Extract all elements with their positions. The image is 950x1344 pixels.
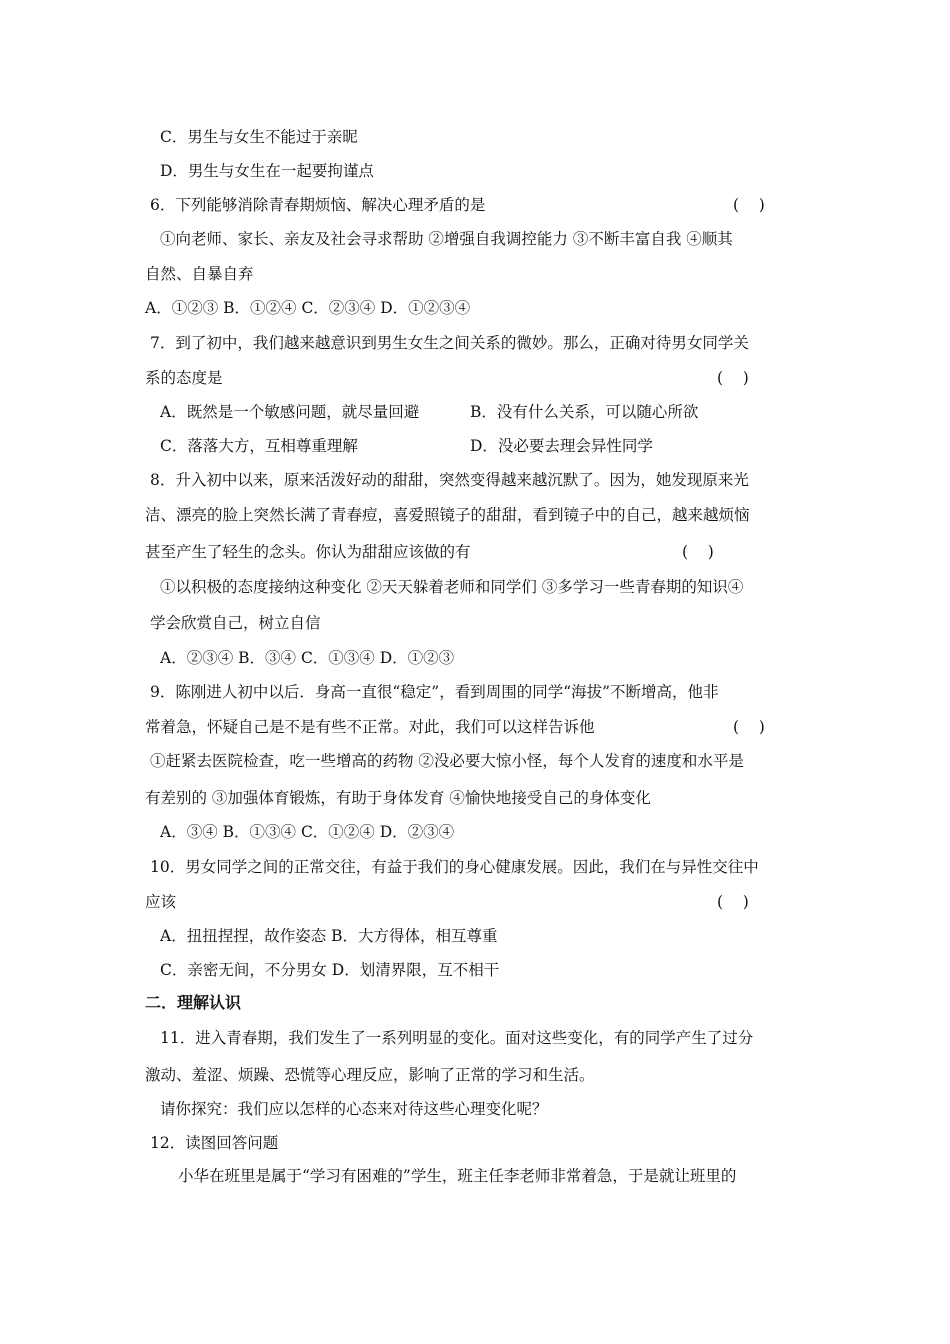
question-9: 9．陈刚进人初中以后．身高一直很“稳定”，看到周围的同学“海拔”不断增高，他非 <box>150 683 719 701</box>
question-9-choices: A．③④ B．①③④ C．①②④ D．②③④ <box>160 823 455 841</box>
question-10: 10．男女同学之间的正常交往，有益于我们的身心健康发展。因此，我们在与异性交往中 <box>150 858 759 876</box>
question-8-cont: 洁、漂亮的脸上突然长满了青春痘，喜爱照镜子的甜甜，看到镜子中的自己，越来越烦恼 <box>145 506 750 524</box>
question-7-cont: 系的态度是 <box>145 369 223 387</box>
question-7: 7．到了初中，我们越来越意识到男生女生之间关系的微妙。那么，正确对待男女同学关 <box>150 334 749 352</box>
answer-blank-10: ( ) <box>717 893 749 911</box>
question-8-statements-cont: 学会欣赏自己，树立自信 <box>150 614 321 632</box>
question-6-statements: ①向老师、家长、亲友及社会寻求帮助 ②增强自我调控能力 ③不断丰富自我 ④顺其 <box>160 230 733 248</box>
question-8-cont2: 甚至产生了轻生的念头。你认为甜甜应该做的有 <box>145 543 471 561</box>
option-7d: D．没必要去理会异性同学 <box>470 437 653 455</box>
question-8-statements: ①以积极的态度接纳这种变化 ②天天躲着老师和同学们 ③多学习一些青春期的知识④ <box>160 578 744 596</box>
answer-blank-8: ( ) <box>682 543 714 561</box>
question-12: 12．读图回答问题 <box>150 1134 279 1152</box>
question-11-cont: 激动、羞涩、烦躁、恐慌等心理反应，影响了正常的学习和生活。 <box>145 1066 595 1084</box>
question-11: 11．进入青春期，我们发生了一系列明显的变化。面对这些变化，有的同学产生了过分 <box>160 1029 754 1047</box>
question-12-text: 小华在班里是属于“学习有困难的”学生，班主任李老师非常着急，于是就让班里的 <box>178 1167 737 1185</box>
question-6-choices: A．①②③ B．①②④ C．②③④ D．①②③④ <box>145 299 471 317</box>
option-7c: C．落落大方，互相尊重理解 <box>160 437 358 455</box>
section-heading: 二．理解认识 <box>145 993 242 1012</box>
question-8: 8．升入初中以来，原来活泼好动的甜甜，突然变得越来越沉默了。因为，她发现原来光 <box>150 471 749 489</box>
options-10cd: C．亲密无间，不分男女 D．划清界限，互不相干 <box>160 961 500 979</box>
answer-blank-7: ( ) <box>717 369 749 387</box>
question-9-statements-cont: 有差别的 ③加强体育锻炼，有助于身体发育 ④愉快地接受自己的身体变化 <box>145 789 651 807</box>
question-6-statements-cont: 自然、自暴自弃 <box>145 265 254 283</box>
question-9-statements: ①赶紧去医院检查，吃一些增高的药物 ②没必要大惊小怪，每个人发育的速度和水平是 <box>150 752 744 770</box>
question-11-prompt: 请你探究：我们应以怎样的心态来对待这些心理变化呢？ <box>160 1100 548 1118</box>
answer-blank-9: ( ) <box>733 718 765 736</box>
question-9-cont: 常着急，怀疑自己是不是有些不正常。对此，我们可以这样告诉他 <box>145 718 595 736</box>
question-8-choices: A．②③④ B．③④ C．①③④ D．①②③ <box>160 649 455 667</box>
option-5d: D．男生与女生在一起要拘谨点 <box>160 162 374 180</box>
question-6: 6．下列能够消除青春期烦恼、解决心理矛盾的是 <box>150 196 486 214</box>
answer-blank-6: ( ) <box>733 196 765 214</box>
option-7b: B．没有什么关系，可以随心所欲 <box>470 403 699 421</box>
options-10ab: A．扭扭捏捏，故作姿态 B．大方得体，相互尊重 <box>160 927 498 945</box>
option-5c: C．男生与女生不能过于亲昵 <box>160 128 358 146</box>
option-7a: A．既然是一个敏感问题，就尽量回避 <box>160 403 420 421</box>
question-10-cont: 应该 <box>145 893 177 911</box>
